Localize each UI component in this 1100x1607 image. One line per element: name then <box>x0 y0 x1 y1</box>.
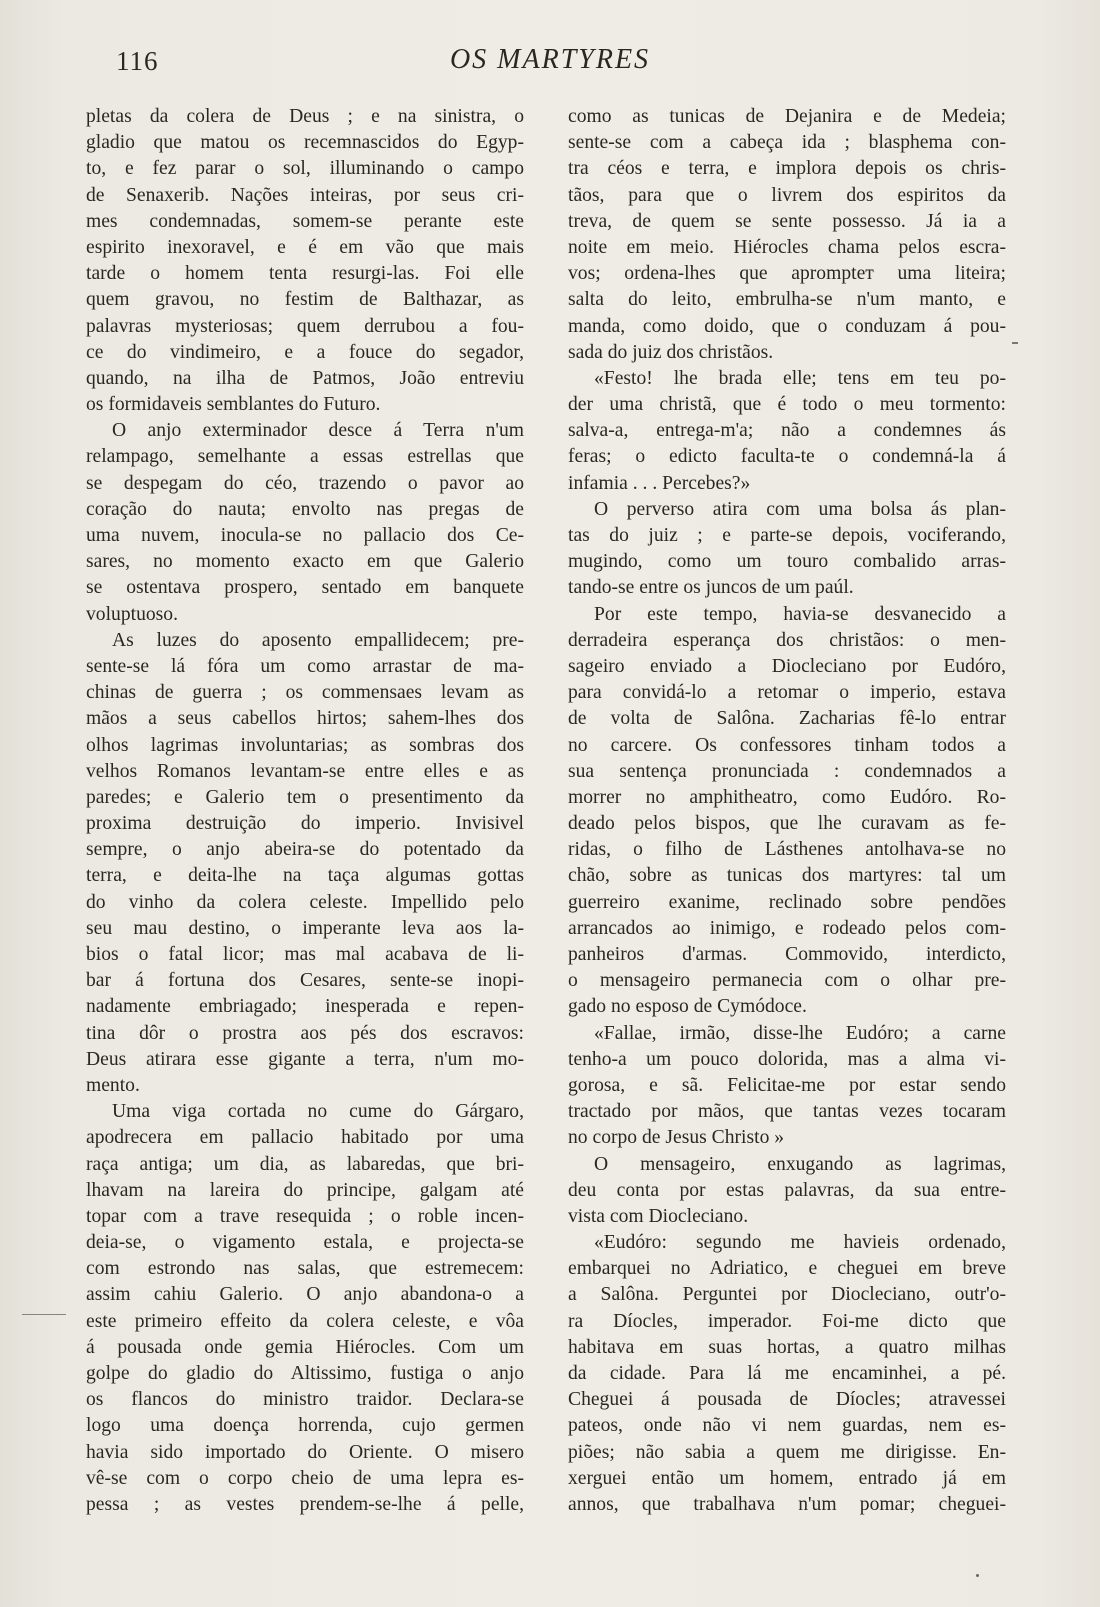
speck-mark <box>1012 342 1018 344</box>
text-line: mento. <box>86 1074 140 1096</box>
text-line: chinas de guerra ; os commensaes levam as <box>86 682 524 704</box>
text-line: sua sentença pronunciada : condemnados a <box>568 760 1006 782</box>
text-line: topar com a trave resequida ; o roble incen- <box>86 1205 524 1227</box>
page-number: 116 <box>116 46 159 76</box>
text-line: como as tunicas de Dejanira e de Medeia; <box>568 106 1006 127</box>
text-line: sageiro enviado a Diocleciano por Eudóro, <box>568 655 1006 677</box>
text-line: sada do juiz dos christãos. <box>568 341 774 363</box>
text-line: «Fallae, irmão, disse-lhe Eudóro; a carne <box>594 1022 1006 1044</box>
text-line: infamia . . . Percebes?» <box>568 472 751 494</box>
text-line: os formidaveis semblantes do Futuro. <box>86 394 381 416</box>
text-line: sente-se com a cabeça ida ; blasphema con- <box>568 132 1006 154</box>
text-line: com estrondo nas salas, que estremecem: <box>86 1258 524 1280</box>
text-line: voluptuoso. <box>86 603 178 625</box>
text-line: pessa ; as vestes prendem-se-lhe á pelle, <box>86 1493 524 1515</box>
text-line: chão, sobre as tunicas dos martyres: tal um <box>568 865 1006 887</box>
text-line: coração do nauta; envolto nas pregas de <box>86 498 524 520</box>
text-line: gorosa, e sã. Felicitae-me por estar sendo <box>568 1074 1006 1096</box>
text-line: relampago, semelhante a essas estrellas que <box>86 446 524 468</box>
text-line: palavras mysteriosas; quem derrubou a fou- <box>86 315 524 337</box>
text-line: embarquei no Adriatico, e cheguei em breve <box>568 1258 1006 1280</box>
text-line: do vinho da colera celeste. Impellido pelo <box>86 891 524 913</box>
text-line: apodrecera em pallacio habitado por uma <box>86 1127 524 1149</box>
text-line: Deus atirara esse gigante a terra, n'um mo- <box>86 1048 524 1070</box>
text-line: tractado por mãos, que tantas vezes tocaram <box>568 1101 1006 1123</box>
text-line: paredes; e Galerio tem o presentimento da <box>86 786 524 808</box>
text-line: tina dôr o prostra aos pés dos escravos: <box>86 1022 524 1044</box>
text-line: manda, como doido, que o conduzam á pou- <box>568 315 1006 337</box>
text-line: tando-se entre os juncos de um paúl. <box>568 577 854 599</box>
text-line: gladio que matou os recemnascidos do Egyp- <box>86 132 524 154</box>
text-line: de volta de Salôna. Zacharias fê-lo entrar <box>568 708 1006 730</box>
text-line: tra céos e terra, e implora depois os chris- <box>568 158 1006 180</box>
text-line: O perverso atira com uma bolsa ás plan- <box>594 498 1006 520</box>
text-line: olhos lagrimas involuntarias; as sombras dos <box>86 734 524 756</box>
text-line: bar á fortuna dos Cesares, sente-se inopi- <box>86 970 524 992</box>
text-line: ra Díocles, imperador. Foi-me dicto que <box>568 1310 1006 1332</box>
text-line: der uma christã, que é todo o meu tormento: <box>568 394 1006 416</box>
text-line: logo uma doença horrenda, cujo germen <box>86 1415 524 1437</box>
text-line: velhos Romanos levantam-se entre elles e as <box>86 760 524 782</box>
text-line: tãos, para que o livrem dos espiritos da <box>568 184 1006 206</box>
text-line: á pousada onde gemia Hiérocles. Com um <box>86 1336 524 1358</box>
text-line: quando, na ilha de Patmos, João entreviu <box>86 367 524 389</box>
text-line: morrer no amphitheatro, como Eudóro. Ro- <box>568 786 1006 808</box>
text-line: este primeiro effeito da colera celeste, e vôa <box>86 1310 524 1332</box>
text-line: deia-se, o vigamento estala, e projecta-se <box>86 1232 524 1254</box>
text-line: habitava em suas hortas, a quatro milhas <box>568 1336 1006 1358</box>
text-line: noite em meio. Hiérocles chama pelos escra- <box>568 236 1006 258</box>
text-line: pateos, onde não vi nem guardas, nem es- <box>568 1415 1006 1437</box>
text-line: se despegam do céo, trazendo o pavor ao <box>86 472 524 494</box>
text-line: annos, que trabalhava n'um pomar; cheguei- <box>568 1493 1006 1515</box>
text-line: tarde o homem tenta resurgi-las. Foi elle <box>86 263 524 285</box>
text-line: xerguei então um homem, entrado já em <box>568 1467 1006 1489</box>
text-line: pletas da colera de Deus ; e na sinistra, o <box>86 106 524 127</box>
text-line: seu mau destino, o imperante leva aos la- <box>86 917 524 939</box>
text-line: no corpo de Jesus Christo » <box>568 1127 785 1149</box>
text-line: derradeira esperança dos christãos: o men- <box>568 629 1006 651</box>
text-line: piões; não sabia a quem me dirigisse. En- <box>568 1441 1006 1463</box>
text-line: vê-se com o corpo cheio de uma lepra es- <box>86 1467 524 1489</box>
text-line: panheiros d'armas. Commovido, interdicto, <box>568 944 1006 965</box>
text-line: sente-se lá fóra um como arrastar de ma- <box>86 655 524 677</box>
text-line: As luzes do aposento empallidecem; pre- <box>112 629 524 651</box>
text-line: deado pelos bispos, que lhe curavam as fe- <box>568 813 1006 835</box>
text-line: quem gravou, no festim de Balthazar, as <box>86 289 524 311</box>
text-line: lhavam na lareira do principe, galgam até <box>86 1179 524 1201</box>
text-line: tas do juiz ; e parte-se depois, vociferando, <box>568 525 1006 546</box>
text-line: deu conta por estas palavras, da sua entre- <box>568 1179 1006 1201</box>
text-line: Cheguei á pousada de Díocles; atravessei <box>568 1389 1006 1411</box>
text-line: to, e fez parar o sol, illuminando o campo <box>86 158 524 180</box>
text-line: mugindo, como um touro combalido arras- <box>568 551 1006 573</box>
text-line: assim cahiu Galerio. O anjo abandona-o a <box>86 1284 524 1306</box>
text-line: sempre, o anjo abeira-se do potentado da <box>86 839 524 861</box>
text-line: bios o fatal licor; mas mal acabava de li- <box>86 944 524 965</box>
text-line: ce do vindimeiro, e a fouce do segador, <box>86 341 524 363</box>
margin-mark <box>22 1314 66 1315</box>
text-line: golpe do gladio do Altissimo, fustiga o anjo <box>86 1363 524 1384</box>
text-line: uma nuvem, inocula-se no pallacio dos Ce- <box>86 525 524 546</box>
text-line: raça antiga; um dia, as labaredas, que bri- <box>86 1153 524 1175</box>
text-line: «Festo! lhe brada elle; tens em teu po- <box>594 367 1006 389</box>
text-line: vista com Diocleciano. <box>568 1205 749 1227</box>
running-head-title: OS MARTYRES <box>449 44 651 75</box>
text-line: arrancados ao inimigo, e rodeado pelos com- <box>568 917 1006 939</box>
text-line: O mensageiro, enxugando as lagrimas, <box>594 1153 1006 1175</box>
text-line: da cidade. Para lá me encaminhei, a pé. <box>568 1363 1006 1384</box>
text-line: espirito inexoravel, e é em vão que mais <box>86 236 524 258</box>
text-line: vos; ordena-lhes que aprompteт uma liteira; <box>568 263 1006 285</box>
text-line: os flancos do ministro traidor. Declara-se <box>86 1389 524 1411</box>
text-line: Por este tempo, havia-se desvanecido a <box>594 603 1006 625</box>
text-line: a Salôna. Perguntei por Diocleciano, outr'o- <box>568 1284 1006 1306</box>
speck-mark <box>976 1574 979 1577</box>
text-line: O anjo exterminador desce á Terra n'um <box>112 420 524 442</box>
text-line: Uma viga cortada no cume do Gárgaro, <box>112 1101 524 1123</box>
text-line: se ostentava prospero, sentado em banquete <box>86 577 524 599</box>
text-line: treva, de quem se sente possesso. Já ia a <box>568 210 1006 232</box>
text-line: de Senaxerib. Nações inteiras, por seus cri- <box>86 184 524 206</box>
text-line: guerreiro exanime, reclinado sobre pendões <box>568 891 1006 913</box>
text-line: o mensageiro permanecia com o olhar pre- <box>568 970 1006 992</box>
left-text-column <box>86 104 524 1518</box>
text-line: proxima destruição do imperio. Invisivel <box>86 813 524 835</box>
text-line: «Eudóro: segundo me havieis ordenado, <box>594 1232 1006 1254</box>
text-line: gado no esposo de Cymódoce. <box>568 996 807 1018</box>
text-line: ridas, o filho de Lásthenes antolhava-se no <box>568 839 1006 861</box>
text-line: no carcere. Os confessores tinham todos a <box>568 734 1006 756</box>
text-line: feras; o edicto faculta-te o condemná-la á <box>568 446 1006 468</box>
text-line: tenho-a um pouco dolorida, mas a alma vi- <box>568 1048 1006 1070</box>
text-line: mes condemnadas, somem-se perante este <box>86 210 524 232</box>
text-line: salta do leito, embrulha-se n'um manto, e <box>568 289 1006 311</box>
text-line: mãos a seus cabellos hirtos; sahem-lhes dos <box>86 708 524 730</box>
text-line: terra, e deita-lhe na taça algumas gottas <box>86 865 524 887</box>
text-line: sares, no momento exacto em que Galerio <box>86 551 524 573</box>
text-line: para convidá-lo a retomar o imperio, estava <box>568 682 1006 704</box>
right-text-column <box>568 104 1006 1518</box>
text-line: salva-a, entrega-m'a; não a condemnes ás <box>568 420 1006 442</box>
text-line: nadamente embriagado; inesperada e repen- <box>86 996 524 1018</box>
text-line: havia sido importado do Oriente. O misero <box>86 1441 524 1463</box>
